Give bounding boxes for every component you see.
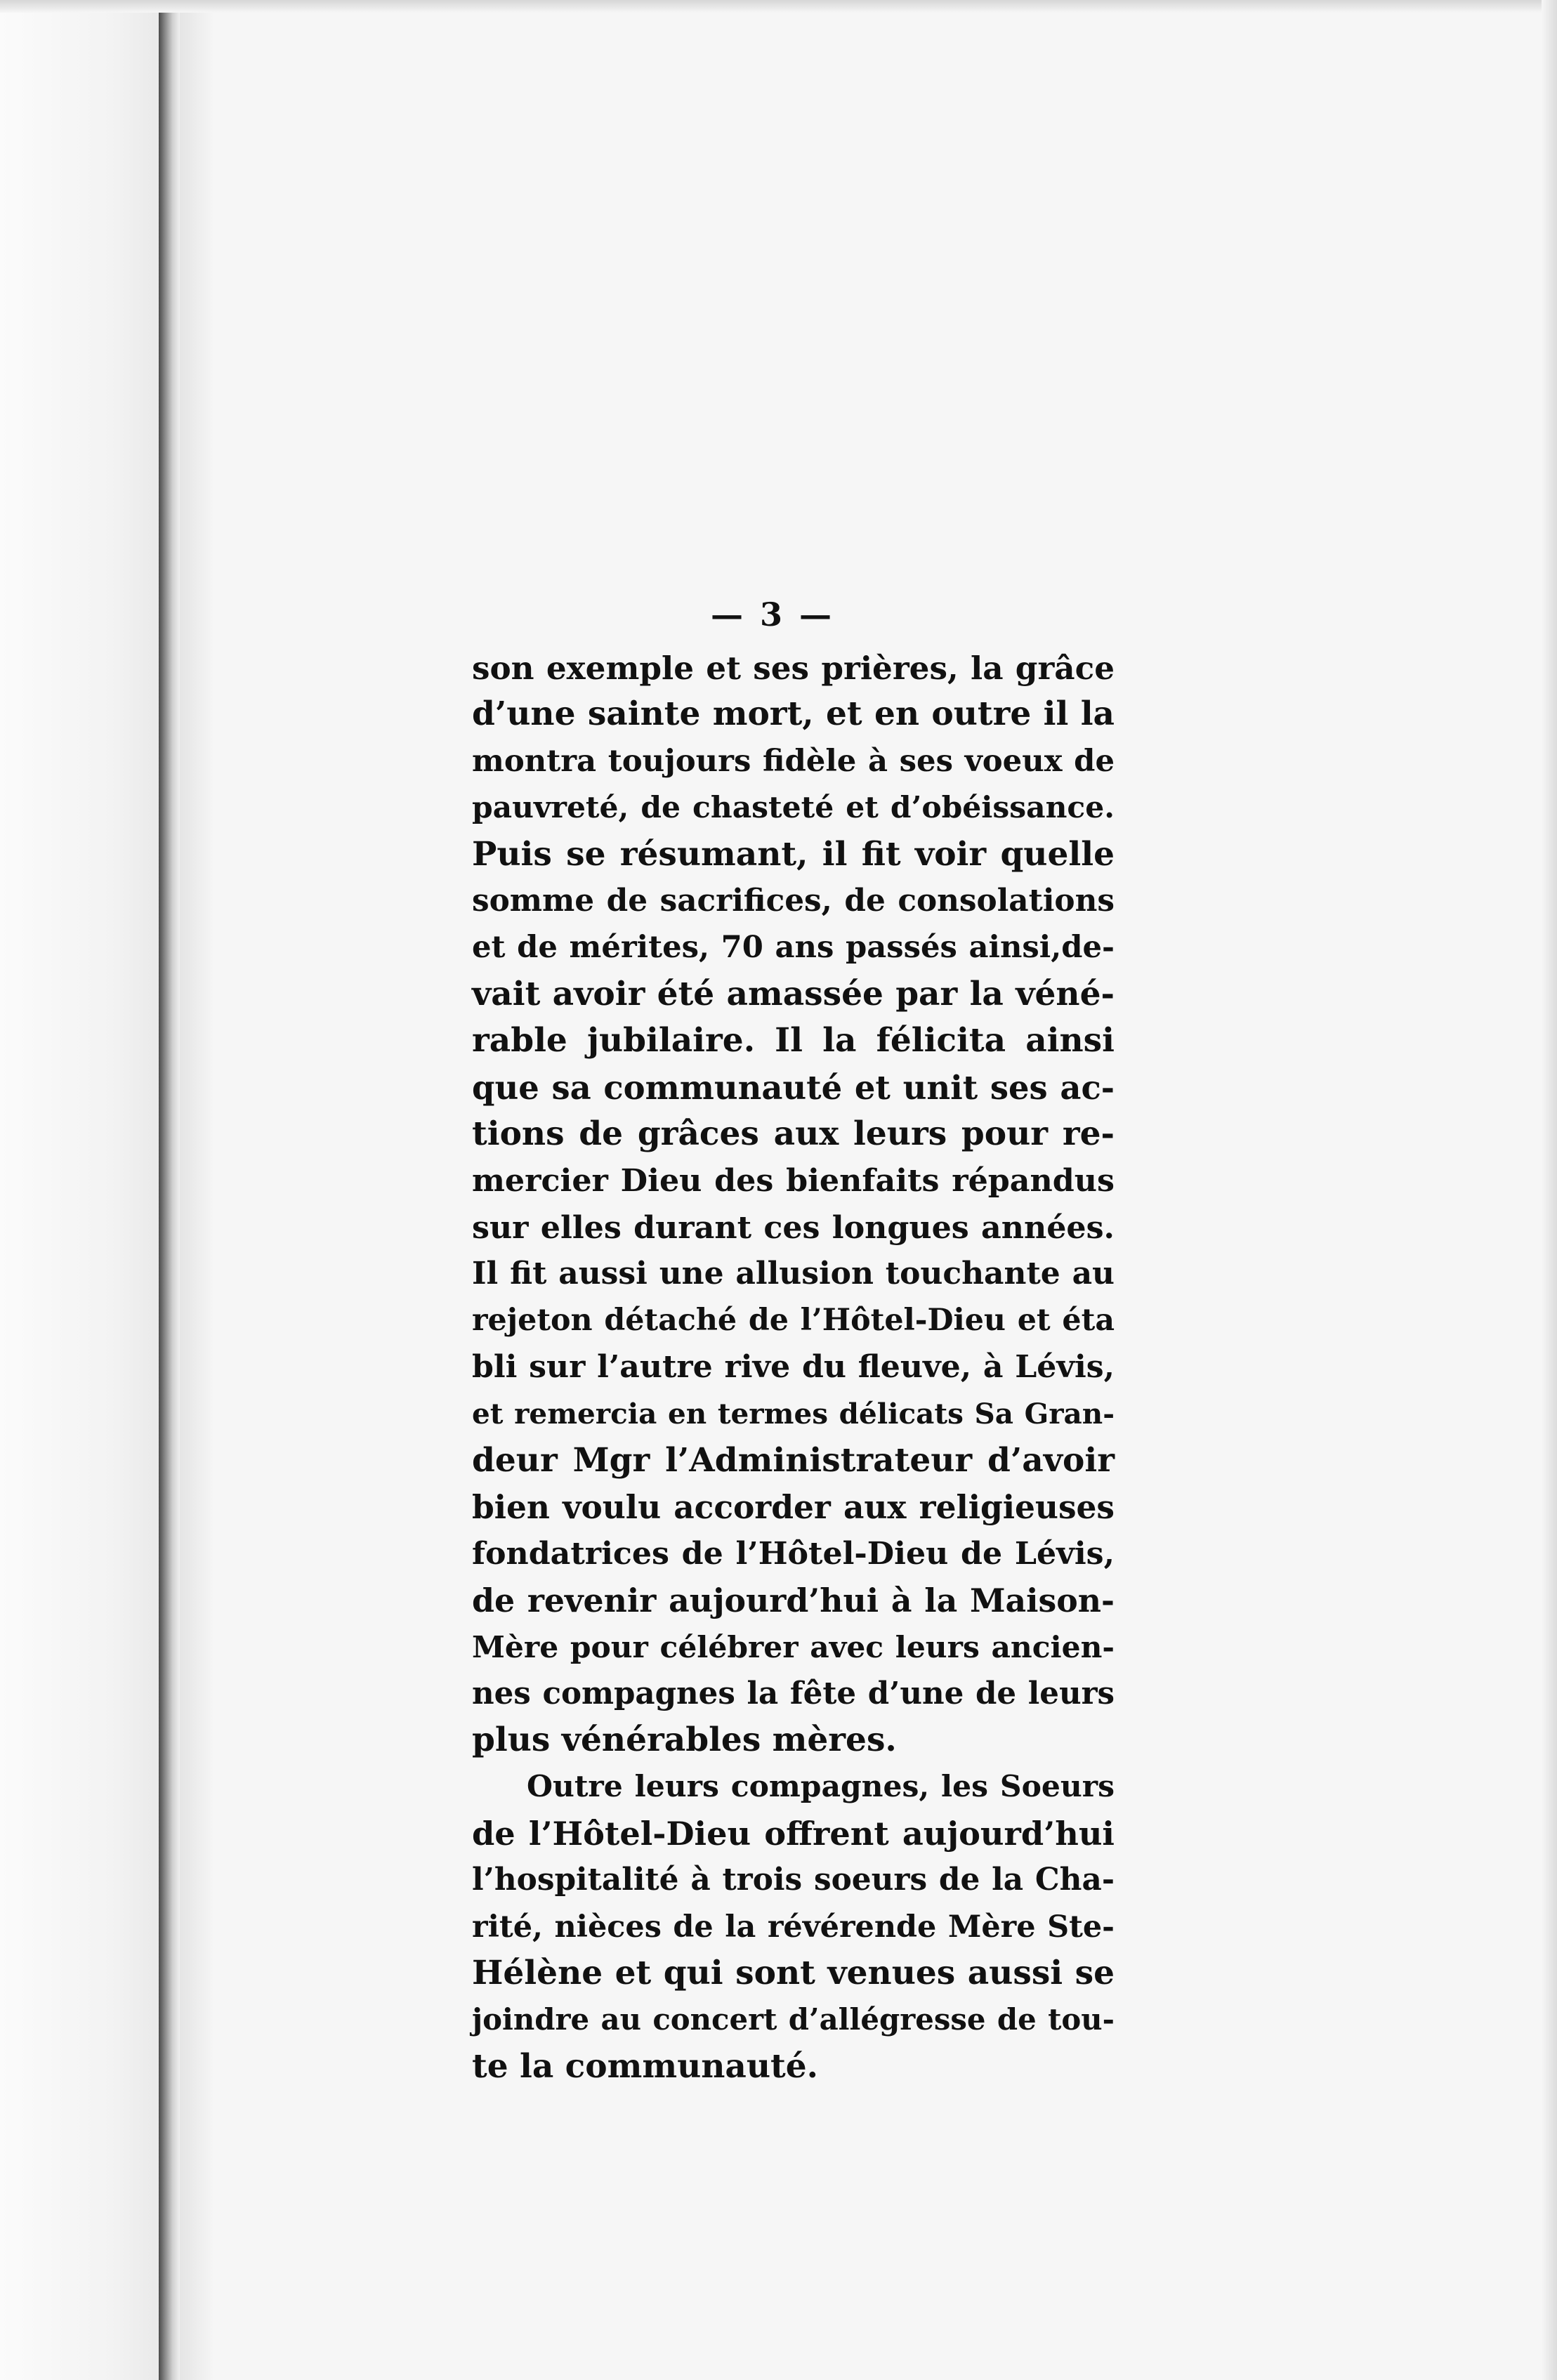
text-line: mercier Dieu des bienfaits répandus xyxy=(472,1162,1115,1199)
text-line: et remercia en termes délicats Sa Gran- xyxy=(472,1397,1115,1431)
text-line: son exemple et ses prières, la grâce xyxy=(472,649,1115,687)
text-line: et de mérites, 70 ans passés ainsi,de- xyxy=(472,929,1115,966)
binding-edge xyxy=(159,0,180,2380)
text-line: l’hospitalité à trois soeurs de la Cha- xyxy=(472,1862,1115,1898)
text-line: que sa communauté et unit ses ac- xyxy=(472,1067,1115,1107)
text-line: bien voulu accorder aux religieuses xyxy=(472,1488,1115,1527)
text-line: Outre leurs compagnes, les Soeurs xyxy=(527,1769,1115,1805)
text-line: rejeton détaché de l’Hôtel-Dieu et éta xyxy=(472,1303,1115,1339)
text-line: somme de sacrifices, de consolations xyxy=(472,882,1115,919)
text-line: bli sur l’autre rive du fleuve, à Lévis, xyxy=(472,1348,1115,1385)
text-line: Hélène et qui sont venues aussi se xyxy=(472,1953,1115,1992)
binding-shadow xyxy=(180,0,215,2380)
text-line: Il fit aussi une allusion touchante au xyxy=(472,1256,1115,1292)
body-text xyxy=(472,645,1115,2090)
text-line: rité, nièces de la révérende Mère Ste- xyxy=(472,1909,1115,1945)
page-number: — 3 — xyxy=(710,596,835,633)
text-line: fondatrices de l’Hôtel-Dieu de Lévis, xyxy=(472,1535,1115,1572)
text-line: deur Mgr l’Administrateur d’avoir xyxy=(472,1440,1115,1480)
left-margin xyxy=(0,0,160,2380)
text-line: pauvreté, de chasteté et d’obéissance. xyxy=(472,790,1115,826)
text-line: Mère pour célébrer avec leurs ancien- xyxy=(472,1629,1115,1665)
text-line: nes compagnes la fête d’une de leurs xyxy=(472,1675,1115,1711)
text-line: plus vénérables mères. xyxy=(472,1720,897,1759)
top-page-edge xyxy=(0,0,1557,13)
text-line: de l’Hôtel-Dieu offrent aujourd’hui xyxy=(472,1814,1115,1853)
right-page-edge xyxy=(1542,0,1557,2380)
text-line: rable jubilaire. Il la félicita ainsi xyxy=(472,1021,1115,1060)
text-line: Puis se résumant, il fit voir quelle xyxy=(472,834,1115,874)
text-line: sur elles durant ces longues années. xyxy=(472,1209,1115,1246)
text-line: joindre au concert d’allégresse de tou- xyxy=(472,2002,1115,2037)
text-line: d’une sainte mort, et en outre il la xyxy=(472,695,1115,734)
text-line: tions de grâces aux leurs pour re- xyxy=(472,1114,1115,1153)
text-line: vait avoir été amassée par la véné- xyxy=(472,974,1115,1013)
text-line: de revenir aujourd’hui à la Maison- xyxy=(472,1581,1115,1619)
text-line: montra toujours fidèle à ses voeux de xyxy=(472,742,1115,779)
text-line: te la communauté. xyxy=(472,2046,819,2086)
